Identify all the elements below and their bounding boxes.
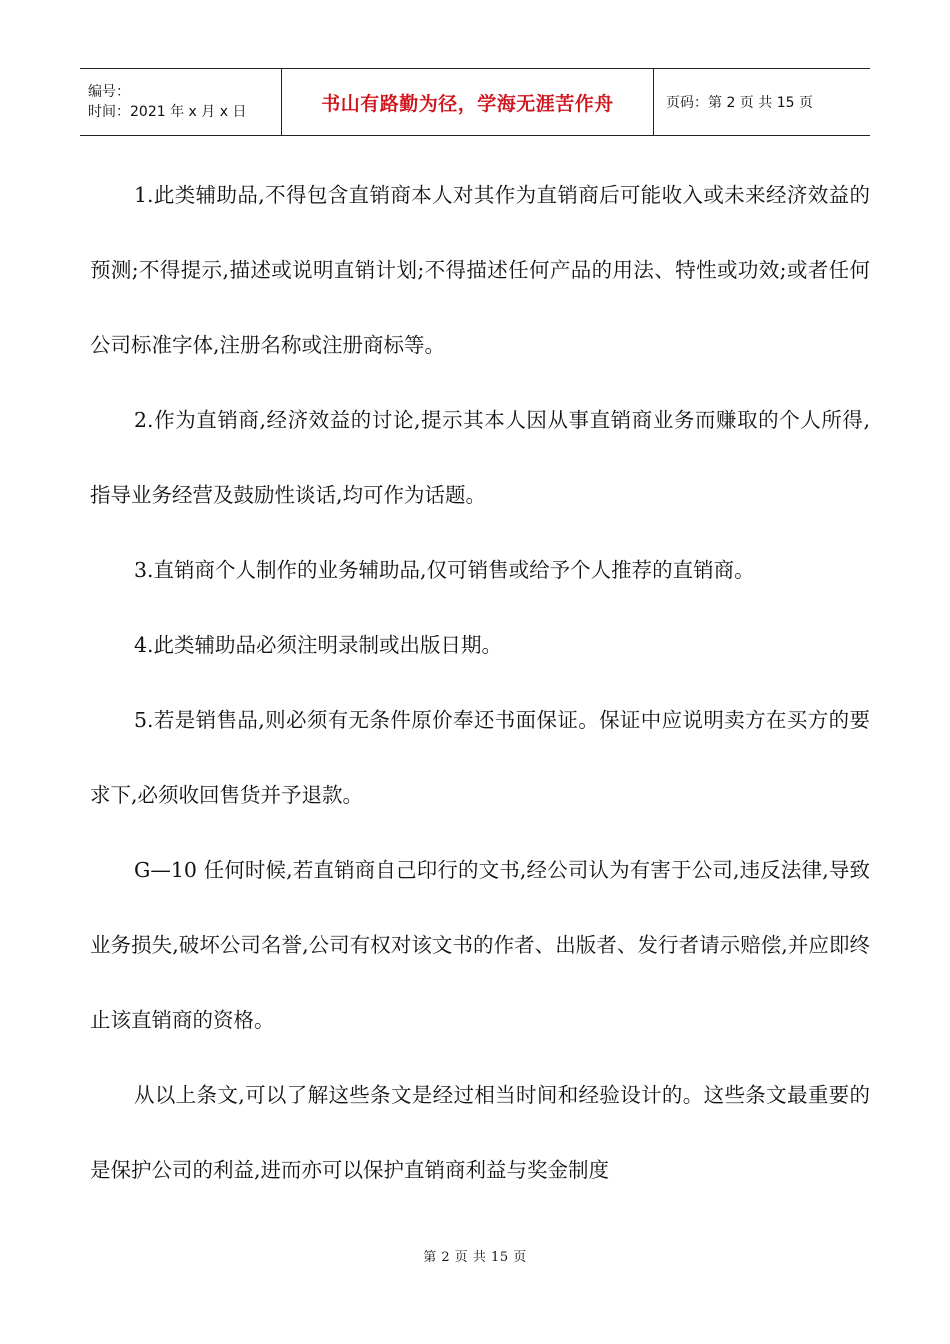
- paragraph-clause-3: 3.直销商个人制作的业务辅助品,仅可销售或给予个人推荐的直销商。: [134, 558, 755, 582]
- paragraph-g10: G—10 任何时候,若直销商自己印行的文书,经公司认为有害于公司,违反法律,导致业务损失,破坏公司名誉,公司有权对该文书的作者、出版者、发行者请示赔偿,并应即终止该直销商的资格。: [90, 858, 870, 1032]
- header-page-info: [654, 69, 870, 135]
- paragraph-clause-1: 1.此类辅助品,不得包含直销商本人对其作为直销商后可能收入或未来经济效益的预测;不得提示,描述或说明直销计划;不得描述任何产品的用法、特性或功效;或者任何公司标准字体,注册名称或注册商标等。: [90, 183, 870, 357]
- document-number-label: 编号：: [88, 84, 130, 100]
- footer-page-number: 第 2 页 共 15 页: [423, 1250, 527, 1265]
- page-info-text: 页码：第 2 页 共 15 页: [666, 95, 813, 111]
- document-header: [80, 68, 870, 136]
- document-body: [90, 158, 870, 1208]
- paragraph-summary: 从以上条文,可以了解这些条文是经过相当时间和经验设计的。这些条文最重要的是保护公司的利益,进而亦可以保护直销商利益与奖金制度: [90, 1083, 870, 1182]
- paragraph-clause-4: 4.此类辅助品必须注明录制或出版日期。: [134, 633, 503, 657]
- motto-text: 书山有路勤为径，学海无涯苦作舟: [321, 92, 614, 115]
- page-footer: [0, 1246, 950, 1265]
- header-meta: [80, 69, 282, 135]
- paragraph-clause-2: 2.作为直销商,经济效益的讨论,提示其本人因从事直销商业务而赚取的个人所得,指导业务经营及鼓励性谈话,均可作为话题。: [90, 408, 870, 507]
- header-motto: [282, 69, 654, 135]
- document-date: 时间：2021 年 x 月 x 日: [88, 104, 247, 120]
- paragraph-clause-5: 5.若是销售品,则必须有无条件原价奉还书面保证。保证中应说明卖方在买方的要求下,必须收回售货并予退款。: [90, 708, 870, 807]
